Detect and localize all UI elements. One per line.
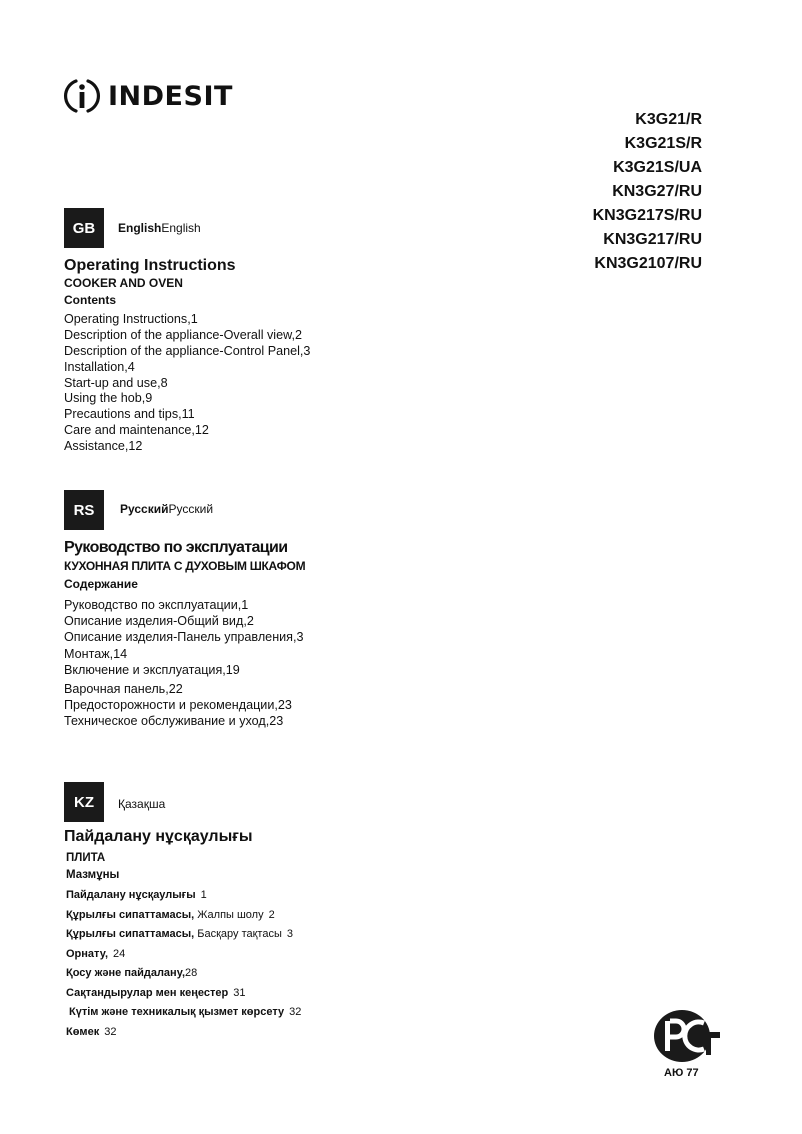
toc-item: Предосторожности и рекомендации,23: [64, 698, 292, 713]
toc-item: Assistance,12: [64, 439, 143, 454]
toc-item-page: 28: [185, 967, 198, 979]
toc-item: Description of the appliance-Overall view,2: [64, 327, 303, 342]
pct-certification-icon: [652, 1008, 722, 1064]
toc-item: Using the hob,9: [64, 391, 153, 406]
contents-label-rs: Содержание: [64, 577, 138, 591]
lang-name-plain: English: [161, 221, 201, 235]
toc-item: Operating Instructions,1: [64, 312, 198, 326]
toc-item-page: 32: [289, 1006, 302, 1018]
toc-item-title: Орнату,: [66, 947, 109, 960]
toc-item: [66, 1023, 301, 1043]
model-list: [593, 108, 702, 276]
lang-name-plain: Русский: [168, 502, 214, 516]
model-number: KN3G217S/RU: [592, 207, 702, 224]
toc-kz: [66, 886, 301, 1042]
toc-item-page: 2: [268, 908, 275, 921]
toc-item: Описание изделия-Общий вид,2: [64, 614, 254, 629]
toc-item: Start-up and use,8: [64, 375, 168, 390]
contents-label-kz: Мазмұны: [66, 869, 120, 881]
section-subtitle-rs: КУХОННАЯ ПЛИТА С ДУХОВЫМ ШКАФОМ: [64, 559, 306, 573]
model-number: KN3G2107/RU: [594, 255, 702, 272]
toc-gb: [64, 312, 310, 455]
section-title-rs: Руководство по эксплуатации: [64, 539, 288, 556]
toc-item-page: 32: [104, 1025, 117, 1038]
toc-item: [66, 945, 301, 965]
toc-item-title: Сақтандырулар мен кеңестер: [66, 986, 229, 999]
toc-item-title: Күтім және техникалық қызмет көрсету: [69, 1006, 285, 1018]
lang-name-bold: English: [118, 221, 162, 235]
toc-item: Installation,4: [64, 359, 135, 374]
toc-item: Монтаж,14: [64, 646, 128, 661]
lang-name-kz: Қазақша: [118, 797, 166, 811]
section-subtitle-kz: ПЛИТА: [66, 852, 106, 864]
toc-item: [66, 925, 301, 945]
contents-label-gb: Contents: [64, 293, 116, 307]
lang-badge-rs: RS: [64, 490, 104, 530]
toc-item-detail: Басқару тақтасы: [197, 928, 282, 940]
toc-item: [66, 964, 301, 984]
toc-item-detail: Жалпы шолу: [197, 908, 264, 921]
toc-item-page: 3: [286, 928, 293, 940]
toc-item-title: Пайдалану нұсқаулығы: [66, 889, 196, 901]
toc-item: Описание изделия-Панель управления,3: [64, 630, 304, 645]
toc-item-page: 24: [113, 947, 126, 960]
toc-item: Руководство по эксплуатации,1: [64, 598, 249, 612]
toc-item: [66, 906, 301, 926]
model-number: K3G21S/R: [624, 135, 702, 152]
model-number: K3G21/R: [635, 111, 702, 128]
toc-item: Precautions and tips,11: [64, 407, 195, 422]
lang-name-rs: [120, 502, 213, 516]
section-title-gb: Operating Instructions: [64, 257, 236, 274]
toc-item: Care and maintenance,12: [64, 423, 209, 438]
toc-item-title: Көмек: [66, 1025, 100, 1038]
toc-item: Description of the appliance-Control Panel,3: [64, 343, 311, 358]
lang-name-gb: [118, 221, 201, 235]
section-subtitle-gb: COOKER AND OVEN: [64, 276, 183, 290]
toc-item: [66, 984, 301, 1004]
model-number: KN3G217/RU: [603, 231, 702, 248]
lang-name-bold: Русский: [120, 502, 169, 516]
toc-item: [66, 886, 301, 906]
toc-item: Включение и эксплуатация,19: [64, 662, 240, 677]
certification-mark: [652, 1008, 722, 1069]
toc-item-title: Құрылғы сипаттамасы,: [66, 928, 195, 940]
lang-badge-gb: GB: [64, 208, 104, 248]
model-number: K3G21S/UA: [613, 159, 702, 176]
section-title-kz: Пайдалану нұсқаулығы: [64, 828, 253, 845]
model-number: KN3G27/RU: [612, 183, 702, 200]
toc-item: Техническое обслуживание и уход,23: [64, 714, 284, 729]
indesit-logo-icon: [62, 76, 102, 116]
brand-logo: [62, 76, 233, 116]
lang-badge-kz: KZ: [64, 782, 104, 822]
toc-item-page: 31: [233, 986, 246, 999]
toc-item-page: 1: [200, 889, 207, 901]
certification-code: АЮ 77: [664, 1067, 699, 1079]
toc-item: [66, 1003, 301, 1023]
toc-item-title: Қосу және пайдалану,: [66, 967, 186, 979]
toc-rs: [64, 597, 304, 730]
toc-item: Варочная панель,22: [64, 681, 183, 696]
brand-name: INDESIT: [108, 80, 233, 112]
toc-item-title: Құрылғы сипаттамасы,: [66, 908, 195, 921]
